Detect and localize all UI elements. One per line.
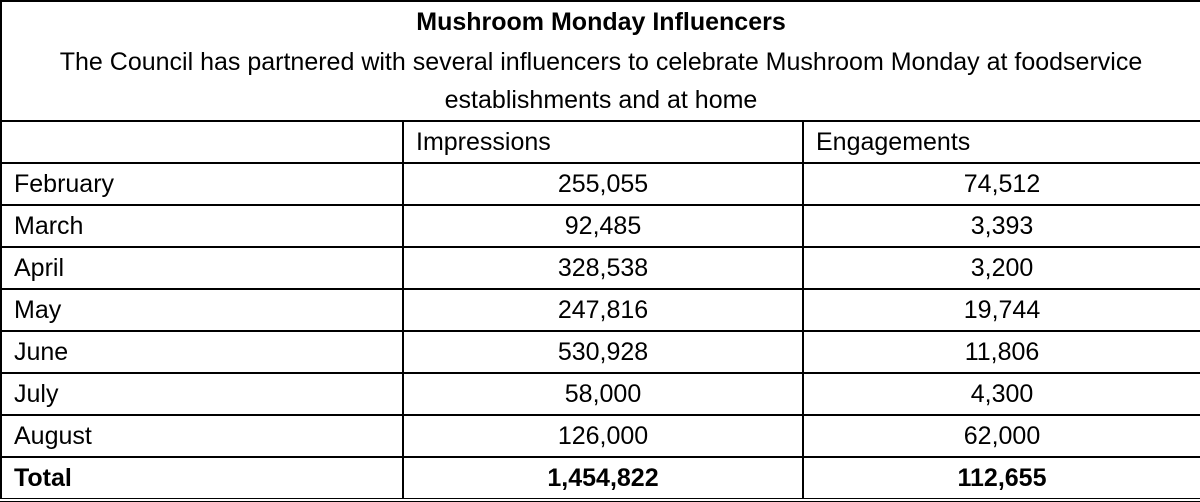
total-label: Total xyxy=(1,457,403,500)
engagements-cell: 4,300 xyxy=(803,373,1200,415)
table-row xyxy=(1,331,1200,373)
header-month xyxy=(1,121,403,163)
month-cell: May xyxy=(1,289,403,331)
table-row xyxy=(1,289,1200,331)
engagements-cell: 3,393 xyxy=(803,205,1200,247)
total-row xyxy=(1,457,1200,500)
impressions-cell: 255,055 xyxy=(403,163,803,205)
table-row xyxy=(1,373,1200,415)
impressions-cell: 247,816 xyxy=(403,289,803,331)
total-impressions: 1,454,822 xyxy=(403,457,803,500)
impressions-cell: 92,485 xyxy=(403,205,803,247)
header-impressions: Impressions xyxy=(403,121,803,163)
total-engagements: 112,655 xyxy=(803,457,1200,500)
impressions-cell: 126,000 xyxy=(403,415,803,457)
subtitle-row xyxy=(1,42,1200,121)
header-engagements: Engagements xyxy=(803,121,1200,163)
month-cell: August xyxy=(1,415,403,457)
impressions-cell: 530,928 xyxy=(403,331,803,373)
table-row xyxy=(1,247,1200,289)
impressions-cell: 58,000 xyxy=(403,373,803,415)
engagements-cell: 11,806 xyxy=(803,331,1200,373)
month-cell: April xyxy=(1,247,403,289)
month-cell: July xyxy=(1,373,403,415)
title-row xyxy=(1,1,1200,42)
engagements-cell: 19,744 xyxy=(803,289,1200,331)
table-row xyxy=(1,415,1200,457)
table-row xyxy=(1,205,1200,247)
engagements-cell: 74,512 xyxy=(803,163,1200,205)
engagements-cell: 3,200 xyxy=(803,247,1200,289)
table-subtitle: The Council has partnered with several influencers to celebrate Mushroom Monday at foodservice establishments and at home xyxy=(1,42,1200,121)
header-row xyxy=(1,121,1200,163)
table-title: Mushroom Monday Influencers xyxy=(1,1,1200,42)
table-row xyxy=(1,163,1200,205)
month-cell: June xyxy=(1,331,403,373)
month-cell: March xyxy=(1,205,403,247)
engagements-cell: 62,000 xyxy=(803,415,1200,457)
impressions-cell: 328,538 xyxy=(403,247,803,289)
month-cell: February xyxy=(1,163,403,205)
